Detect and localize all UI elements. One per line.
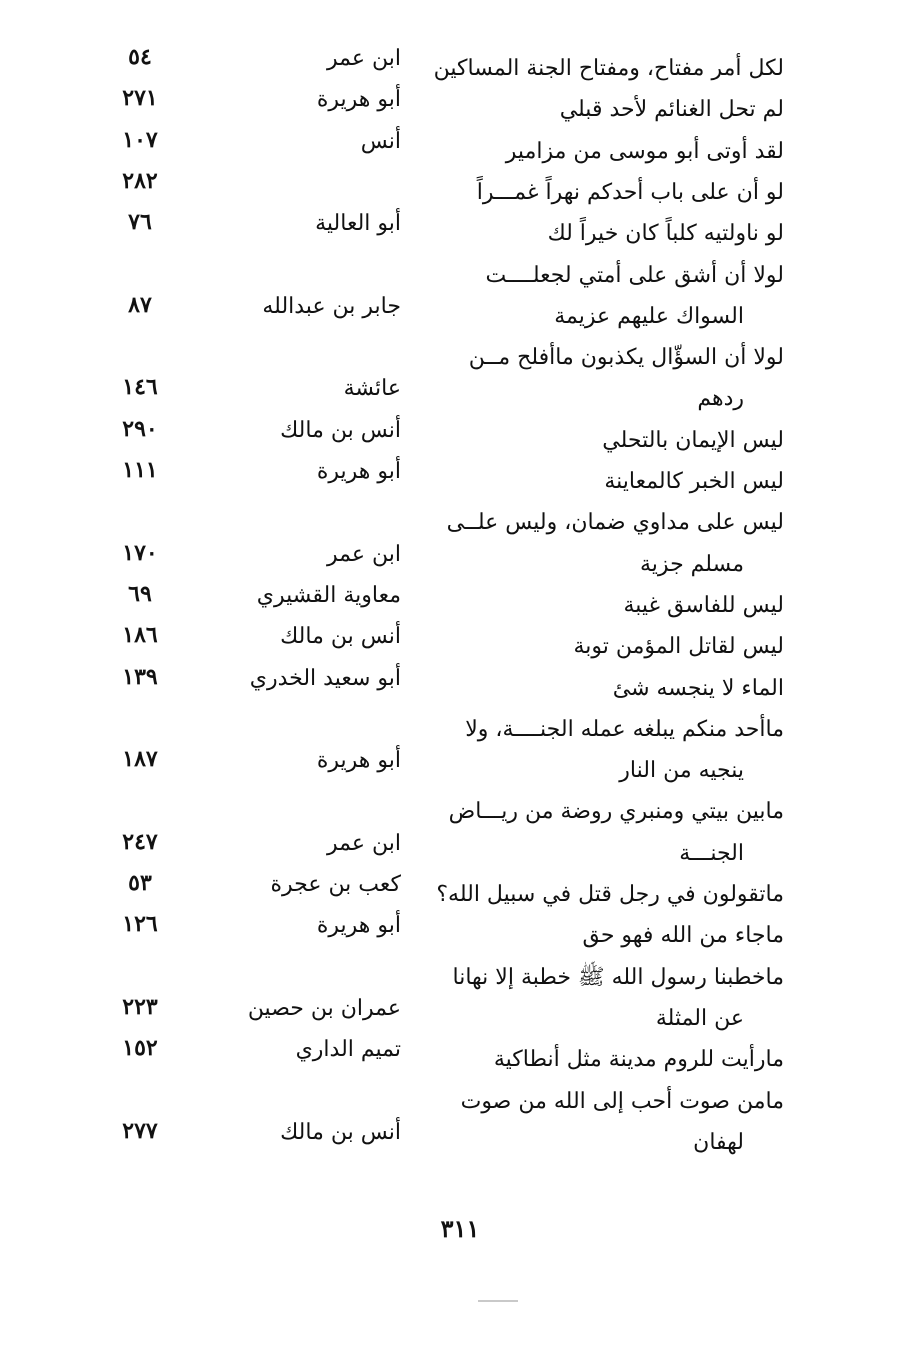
hadith-text: لم تحل الغنائم لأحد قبلي — [559, 97, 784, 123]
scan-mark — [478, 1300, 518, 1302]
page-reference: ١٤٦ — [122, 374, 158, 401]
page-reference: ٥٣ — [128, 870, 152, 896]
narrator-name: أنس بن مالك — [280, 1119, 401, 1145]
hadith-text-continued: ينجيه من النار — [619, 758, 744, 784]
hadith-text: الماء لا ينجسه شئ — [612, 675, 784, 701]
page-reference: ٢٧٧ — [122, 1117, 158, 1144]
hadith-text: لولا أن أشق على أمتي لجعلــــت — [485, 262, 784, 288]
narrator-name: أبو هريرة — [316, 748, 401, 774]
page-reference: ٢٢٣ — [122, 993, 158, 1020]
page-reference: ١٢٦ — [122, 911, 158, 938]
hadith-text: ليس الإيمان بالتحلي — [602, 427, 784, 453]
hadith-text: مامن صوت أحب إلى الله من صوت — [460, 1088, 784, 1114]
narrator-name: ابن عمر — [327, 46, 401, 71]
hadith-text: ليس للفاسق غيبة — [623, 592, 784, 618]
narrator-name: أبو هريرة — [316, 87, 401, 113]
narrator-name: معاوية القشيري — [256, 582, 401, 608]
narrator-name: جابر بن عبدالله — [262, 293, 401, 319]
page-reference: ٢٧١ — [122, 85, 158, 112]
page-reference: ٢٩٠ — [122, 415, 158, 442]
hadith-text-continued: مسلم جزية — [640, 551, 744, 577]
hadith-text-continued: ردهم — [697, 386, 744, 412]
page-reference: ١٧٠ — [122, 539, 158, 566]
narrator-name: أنس — [360, 128, 401, 154]
page-reference: ٢٤٧ — [122, 828, 158, 855]
hadith-text: لو أن على باب أحدكم نهراً غمـــراً — [476, 179, 784, 205]
hadith-text: ليس لقاتل المؤمن توبة — [573, 634, 784, 660]
narrator-name: ابن عمر — [327, 541, 401, 567]
narrator-name: ابن عمر — [327, 830, 401, 856]
hadith-text: ماتقولون في رجل قتل في سبيل الله؟ — [436, 882, 784, 907]
narrator-name: تميم الداري — [295, 1037, 401, 1063]
hadith-text: لولا أن السؤّال يكذبون ماأفلح مــن — [468, 345, 784, 371]
narrator-name: أبو هريرة — [316, 913, 401, 939]
page-reference: ٧٦ — [128, 209, 152, 236]
hadith-text: ماخطبنا رسول الله ﷺ خطبة إلا نهانا — [452, 964, 784, 990]
page-reference: ٥٤ — [128, 44, 152, 70]
page-reference: ١٨٧ — [122, 746, 158, 773]
hadith-text: ليس على مداوي ضمان، وليس علــى — [446, 510, 784, 536]
narrator-name: أبو هريرة — [316, 459, 401, 484]
narrator-name: عائشة — [343, 376, 401, 402]
page-reference: ٢٨٢ — [122, 167, 158, 194]
hadith-text: مارأيت للروم مدينة مثل أنطاكية — [493, 1047, 784, 1073]
narrator-name: كعب بن عجرة — [270, 872, 401, 897]
narrator-name: أبو العالية — [315, 211, 401, 237]
page-reference: ١١١ — [122, 457, 158, 483]
hadith-text: لو ناولتيه كلباً كان خيراً لك — [547, 221, 784, 247]
hadith-text-continued: لهفان — [693, 1129, 744, 1155]
hadith-text: ليس الخبر كالمعاينة — [604, 469, 784, 494]
hadith-text: مابين بيتي ومنبري روضة من ريـــاض — [448, 799, 784, 825]
page-reference: ١٠٧ — [122, 126, 158, 153]
hadith-text: لقد أوتى أبو موسى من مزامير — [505, 138, 784, 164]
hadith-text-continued: السواك عليهم عزيمة — [554, 303, 744, 329]
page-number: ٣١١ — [440, 1214, 480, 1243]
narrator-name: أبو سعيد الخدري — [249, 665, 401, 691]
page-reference: ٦٩ — [128, 580, 152, 607]
page-reference: ٨٧ — [128, 291, 152, 318]
hadith-text: ماأحد منكم يبلغه عمله الجنــــة، ولا — [465, 716, 784, 742]
narrator-name: أنس بن مالك — [280, 624, 401, 650]
hadith-text: لكل أمر مفتاح، ومفتاح الجنة المساكين — [433, 56, 784, 81]
narrator-name: عمران بن حصين — [247, 995, 401, 1021]
page-reference: ١٥٢ — [122, 1035, 158, 1062]
hadith-text-continued: الجنـــة — [679, 840, 744, 866]
page-reference: ١٨٦ — [122, 622, 158, 649]
page-reference: ١٣٩ — [122, 663, 158, 690]
hadith-text-continued: عن المثلة — [655, 1005, 744, 1031]
hadith-text: ماجاء من الله فهو حق — [582, 923, 784, 949]
narrator-name: أنس بن مالك — [280, 417, 401, 443]
